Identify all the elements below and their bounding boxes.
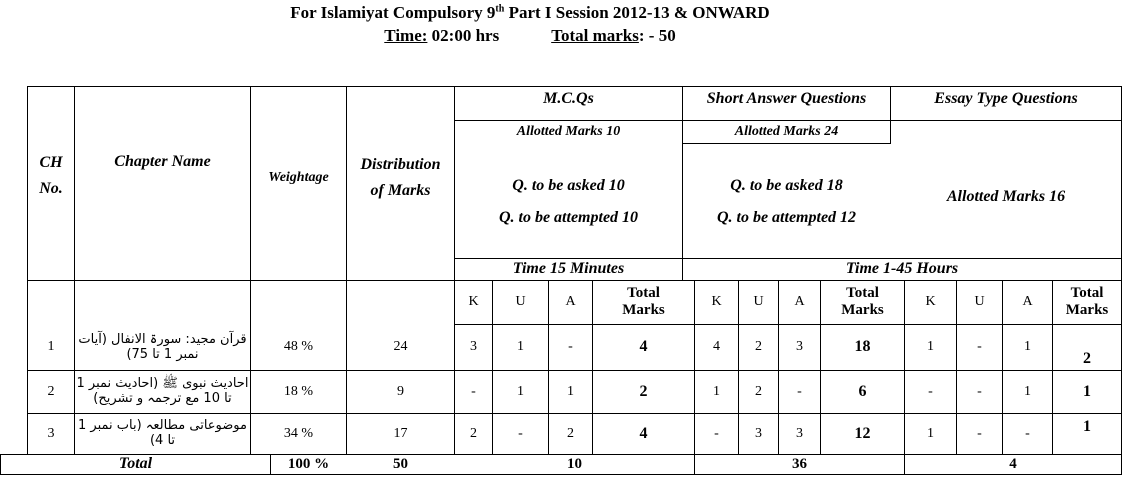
short-a: - bbox=[797, 383, 802, 399]
short-k: 1 bbox=[713, 383, 720, 399]
short-u: 3 bbox=[755, 425, 762, 441]
essay-u-header: U bbox=[974, 293, 985, 309]
weightage: 34 % bbox=[283, 425, 314, 441]
title-text-rest: Part I Session 2012-13 & ONWARD bbox=[504, 3, 770, 22]
short-k: - bbox=[714, 425, 719, 441]
essay-total: 1 bbox=[1083, 418, 1091, 435]
mcq-k: 2 bbox=[470, 425, 477, 441]
short-total: 18 bbox=[854, 338, 871, 356]
essay-a: 1 bbox=[1024, 339, 1031, 355]
short-allotted: Allotted Marks 24 bbox=[734, 123, 839, 139]
mcq-time: Time 15 Minutes bbox=[512, 260, 625, 278]
essay-title: Essay Type Questions bbox=[934, 89, 1078, 107]
total-distribution: 50 bbox=[393, 455, 408, 472]
mcq-u-header: U bbox=[515, 293, 526, 309]
essay-k-header: K bbox=[925, 293, 936, 309]
distribution: 24 bbox=[393, 339, 408, 355]
mcq-k: - bbox=[471, 383, 476, 399]
mcq-total: 4 bbox=[639, 424, 648, 442]
total-line2: Marks bbox=[1065, 302, 1109, 318]
total-line2: Marks bbox=[841, 302, 884, 318]
time-value: 02:00 hrs bbox=[427, 26, 500, 45]
mcq-total: 4 bbox=[639, 338, 648, 356]
essay-u: - bbox=[977, 425, 982, 441]
col-ch-line1: CH bbox=[39, 153, 63, 171]
time-label: Time: bbox=[384, 26, 428, 45]
mcq-a: - bbox=[568, 339, 573, 355]
col-weightage: Weightage bbox=[268, 169, 329, 185]
col-distribution-line2: of Marks bbox=[370, 182, 431, 199]
col-ch-line2: No. bbox=[39, 180, 63, 197]
total-line1: Total bbox=[846, 284, 879, 301]
col-chapter-name: Chapter Name bbox=[114, 152, 211, 170]
total-line1: Total bbox=[627, 284, 660, 301]
total-label: Total bbox=[118, 455, 153, 473]
mcq-a: 2 bbox=[567, 425, 574, 441]
col-distribution bbox=[347, 146, 454, 210]
mcq-k: 3 bbox=[470, 339, 477, 355]
weightage: 18 % bbox=[283, 383, 314, 399]
essay-u: - bbox=[977, 339, 982, 355]
essay-a-header: A bbox=[1022, 293, 1033, 309]
chapter-name: احادیث نبوی ﷺ (احادیث نمبر 1 تا 10 مع ترجمہ و تشریح) bbox=[76, 376, 249, 406]
total-short: 36 bbox=[792, 455, 807, 472]
title-superscript: th bbox=[495, 3, 505, 15]
total-line2: Marks bbox=[622, 302, 665, 318]
title-text: For Islamiyat Compulsory 9 bbox=[290, 3, 496, 22]
short-asked: Q. to be asked 18 bbox=[730, 176, 843, 194]
mcq-asked: Q. to be asked 10 bbox=[512, 176, 625, 194]
essay-total: 1 bbox=[1083, 382, 1091, 400]
essay-k: 1 bbox=[927, 339, 934, 355]
mcq-a-header: A bbox=[565, 293, 576, 309]
short-u-header: U bbox=[753, 293, 764, 309]
short-a: 3 bbox=[796, 425, 803, 441]
col-distribution-line1: Distribution bbox=[360, 155, 441, 173]
mcq-a: 1 bbox=[567, 383, 574, 399]
mcq-total-header bbox=[593, 282, 694, 322]
short-u: 2 bbox=[755, 339, 762, 355]
essay-allotted: Allotted Marks 16 bbox=[946, 187, 1066, 205]
ch-no: 2 bbox=[47, 383, 55, 399]
short-a: 3 bbox=[796, 339, 803, 355]
short-k-header: K bbox=[711, 293, 722, 309]
mcq-k-header: K bbox=[468, 293, 479, 309]
essay-total-header bbox=[1053, 282, 1121, 322]
essay-k: - bbox=[928, 383, 933, 399]
total-marks-value: : - 50 bbox=[638, 26, 676, 45]
total-marks-label: Total marks bbox=[551, 26, 639, 45]
weightage: 48 % bbox=[283, 339, 314, 355]
distribution: 9 bbox=[397, 383, 404, 399]
total-weightage: 100 % bbox=[287, 455, 330, 472]
ch-no: 3 bbox=[47, 425, 55, 441]
short-attempted: Q. to be attempted 12 bbox=[716, 208, 857, 226]
short-total-header bbox=[821, 282, 904, 322]
total-essay: 4 bbox=[1009, 455, 1017, 472]
mcq-u: 1 bbox=[517, 383, 524, 399]
chapter-name: قرآن مجید: سورۃ الانفال (آیات نمبر 1 تا 75) bbox=[78, 331, 247, 362]
total-mcq: 10 bbox=[567, 455, 582, 472]
mcq-allotted: Allotted Marks 10 bbox=[516, 123, 621, 139]
long-time: Time 1-45 Hours bbox=[845, 260, 959, 278]
mcq-attempted: Q. to be attempted 10 bbox=[498, 208, 639, 226]
essay-a: - bbox=[1025, 425, 1030, 441]
chapter-name: موضوعاتی مطالعہ (باب نمبر 1 تا 4) bbox=[78, 418, 247, 448]
total-line1: Total bbox=[1070, 284, 1104, 301]
short-total: 6 bbox=[858, 382, 867, 400]
short-u: 2 bbox=[755, 383, 762, 399]
mcq-u: - bbox=[518, 425, 523, 441]
short-total: 12 bbox=[854, 424, 871, 442]
essay-k: 1 bbox=[927, 425, 934, 441]
distribution: 17 bbox=[393, 425, 408, 441]
essay-a: 1 bbox=[1024, 383, 1031, 399]
mcq-u: 1 bbox=[517, 339, 524, 355]
mcq-title: M.C.Qs bbox=[543, 89, 594, 107]
ch-no: 1 bbox=[47, 339, 55, 355]
col-ch-no bbox=[28, 146, 74, 206]
short-title: Short Answer Questions bbox=[706, 89, 867, 107]
short-k: 4 bbox=[713, 339, 720, 355]
short-a-header: A bbox=[794, 293, 805, 309]
essay-total: 2 bbox=[1083, 349, 1091, 367]
essay-u: - bbox=[977, 383, 982, 399]
mcq-total: 2 bbox=[639, 382, 648, 400]
